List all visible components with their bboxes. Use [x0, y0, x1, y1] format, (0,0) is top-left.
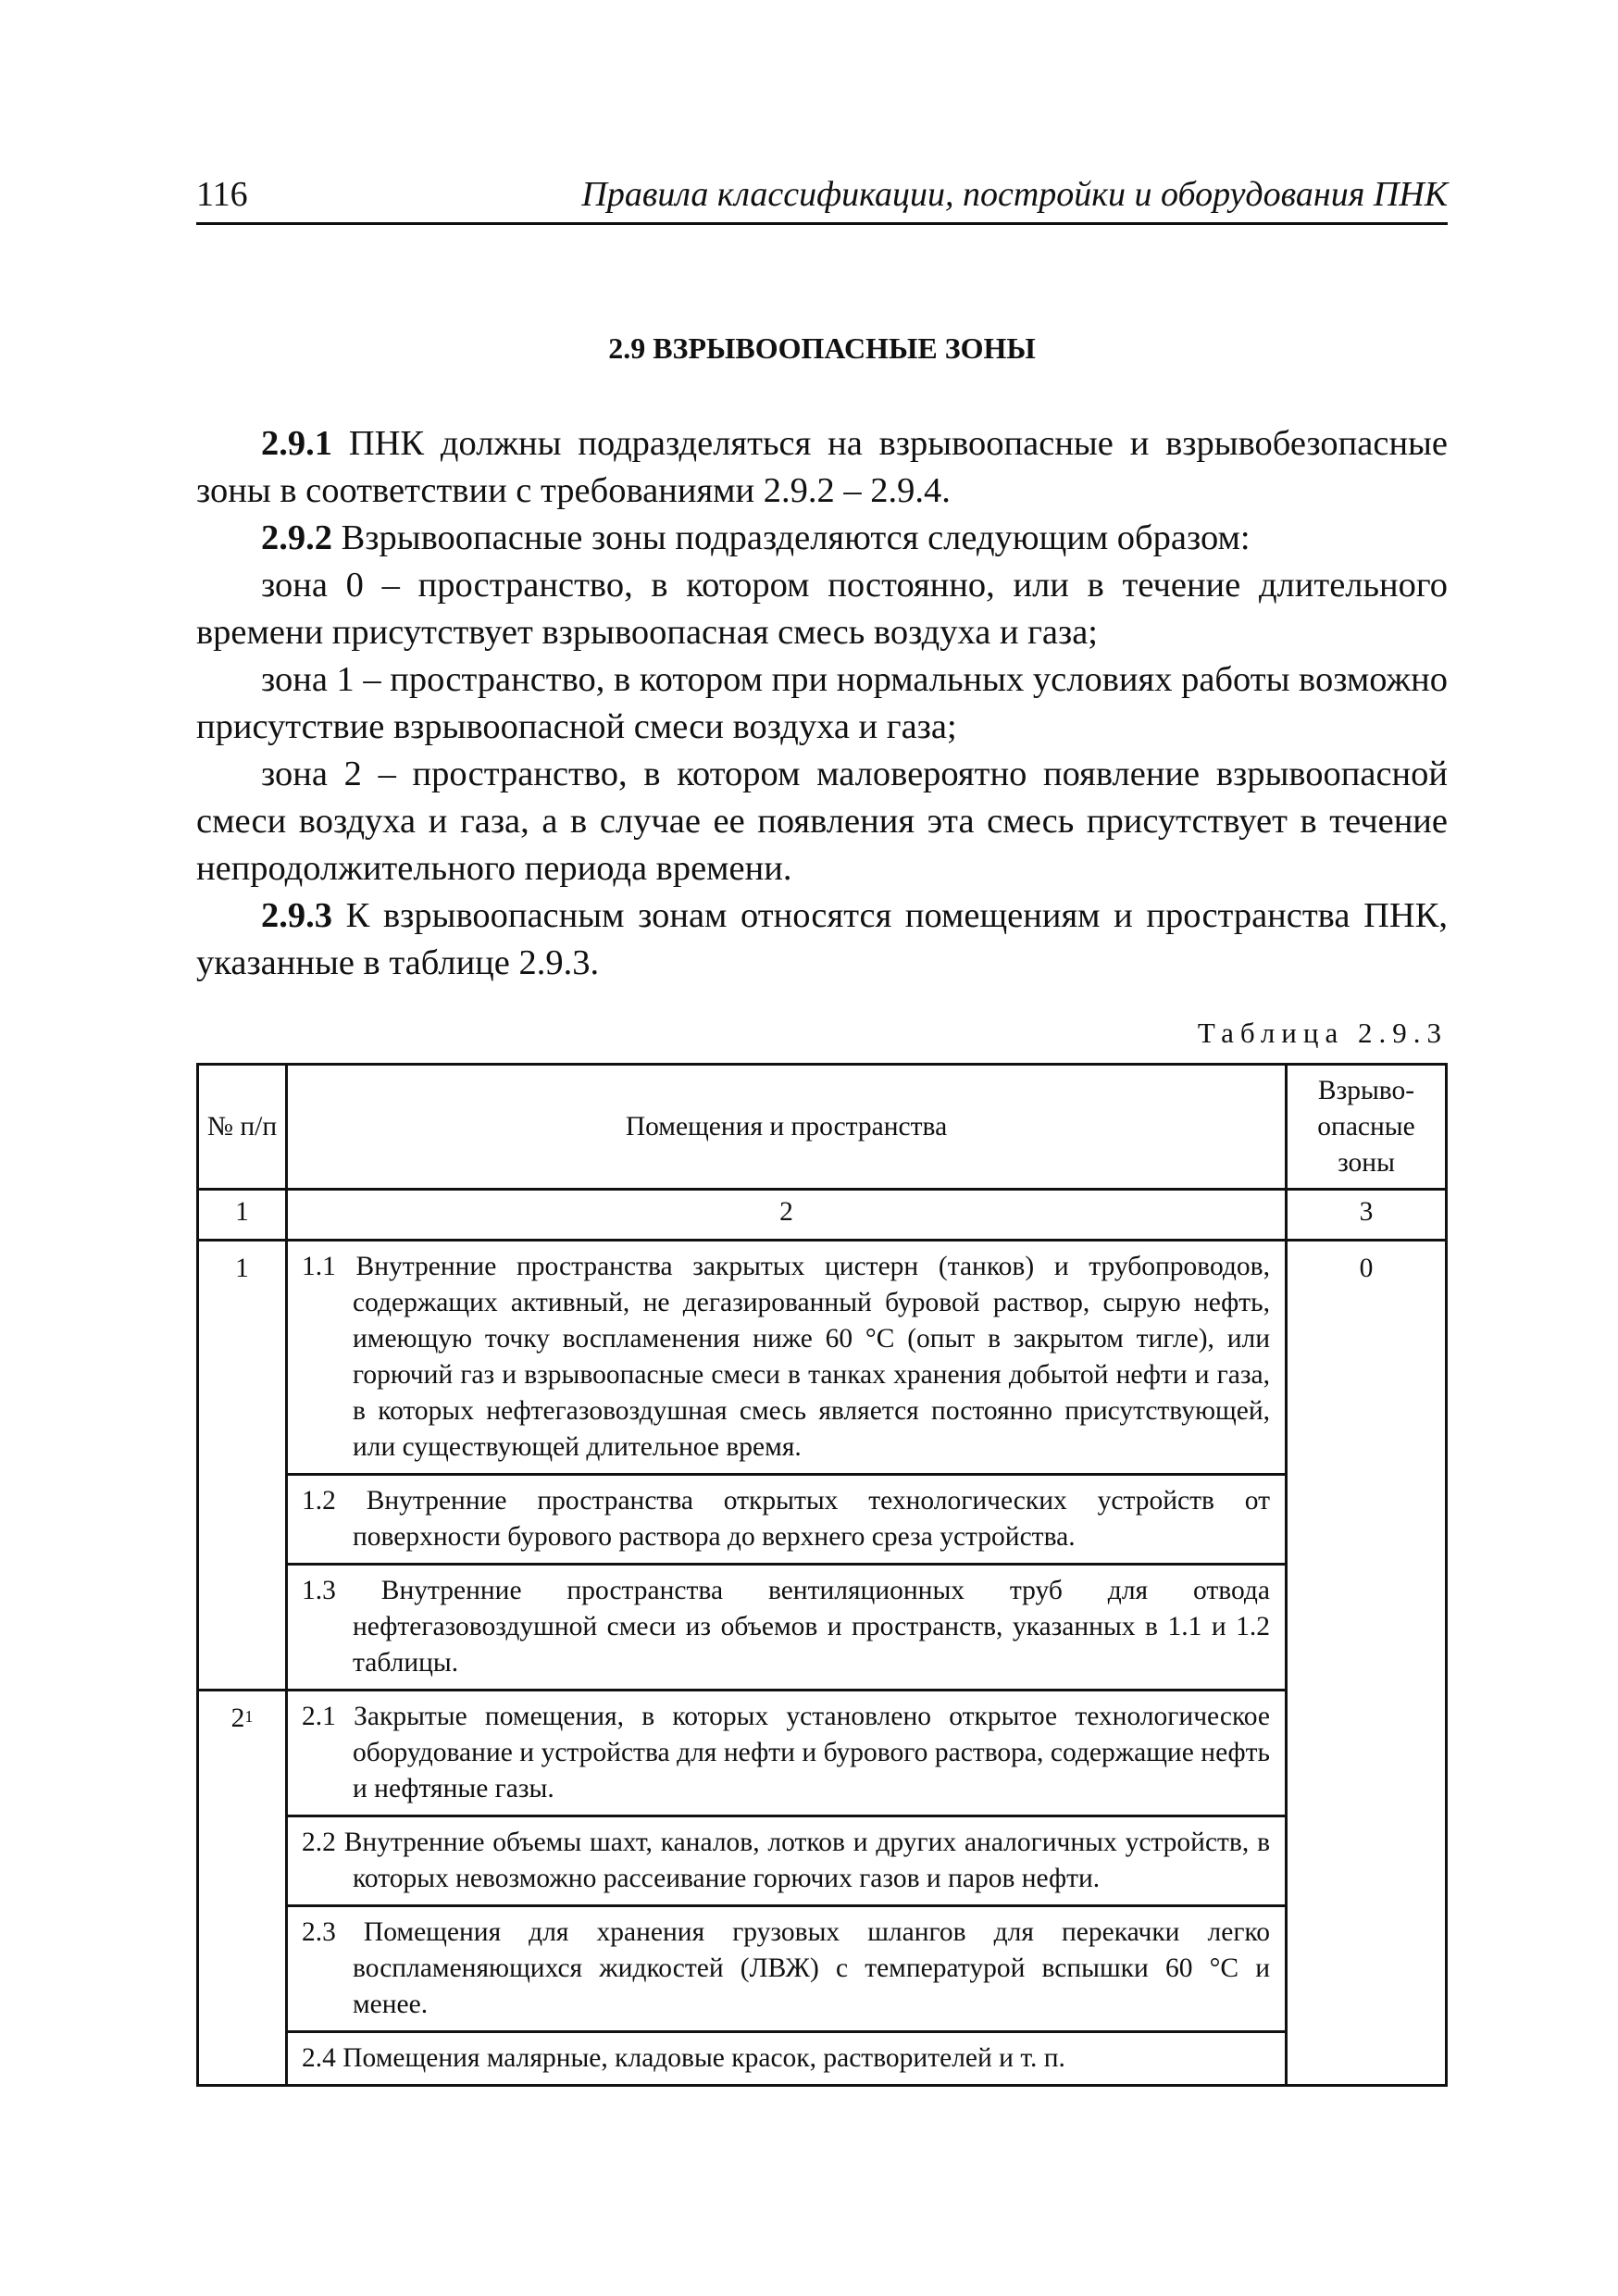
clause-text: ПНК должны подразделяться на взрывоопасные и взрывобезопасные зоны в соответствии с требованиями 2.9.2 – 2.9.4.: [196, 424, 1448, 510]
clause-number: 2.9.2: [261, 518, 332, 557]
table-row: [198, 2032, 1447, 2086]
zone-cell-empty: [1287, 1691, 1447, 1816]
row-number: 1: [198, 1241, 287, 1691]
table-item: 2.1 Закрытые помещения, в которых установлено открытое технологическое оборудование и устройства для нефти и бурового раствора, содержащие нефть и нефтяные газы.: [287, 1691, 1287, 1816]
clause-number: 2.9.1: [261, 424, 332, 463]
column-number: 2: [287, 1190, 1287, 1241]
table-row: [198, 1816, 1447, 1906]
table-row: [198, 1565, 1447, 1691]
zone-value: 0: [1287, 1241, 1447, 1475]
header-spaces: Помещения и пространства: [287, 1065, 1287, 1190]
table-row: [198, 1241, 1447, 1475]
footnote-mark: 1: [244, 1707, 254, 1726]
clause-text: Взрывоопасные зоны подразделяются следующим образом:: [332, 518, 1251, 557]
table-caption: Таблица 2.9.3: [1197, 1017, 1448, 1049]
table-item: 1.1 Внутренние пространства закрытых цистерн (танков) и трубопроводов, содержащих активный, не дегазированный буровой раствор, сырую нефть, имеющую точку воспламенения ниже 60 °С (опыт в закрытом тигле), или горючий газ и взрывоопасные смеси в танках хранения добытой нефти и газа, в которых нефтегазовоздушная смесь является постоянно присутствующей, или существующей длительное время.: [287, 1241, 1287, 1475]
header-zones-line: зоны: [1338, 1147, 1395, 1178]
zone-2-definition: зона 2 – пространство, в котором маловероятно появление взрывоопасной смеси воздуха и газа, а в случае ее появления эта смесь присутствует в течение непродолжительного периода времени.: [196, 755, 1448, 888]
table-row: [198, 1475, 1447, 1565]
table-header-row: [198, 1065, 1447, 1190]
header-zones: [1287, 1065, 1447, 1190]
clause-text: К взрывоопасным зонам относятся помещениям и пространства ПНК, указанные в таблице 2.9.3.: [196, 896, 1448, 982]
zone-cell-empty: [1287, 2032, 1447, 2086]
paragraph-2-9-3: [196, 892, 1448, 987]
paragraph-2-9-2: [196, 515, 1448, 562]
section-title: 2.9 ВЗРЫВООПАСНЫЕ ЗОНЫ: [608, 331, 1036, 365]
column-number: 1: [198, 1190, 287, 1241]
row-number: [198, 1691, 287, 2086]
table-row: [198, 1906, 1447, 2032]
zone-cell-empty: [1287, 1475, 1447, 1565]
table-item: 2.3 Помещения для хранения грузовых шлангов для перекачки легко воспламеняющихся жидкостей (ЛВЖ) с температурой вспышки 60 °С и менее.: [287, 1906, 1287, 2032]
table-item: 1.2 Внутренние пространства открытых технологических устройств от поверхности бурового раствора до верхнего среза устройства.: [287, 1475, 1287, 1565]
zones-table: [196, 1063, 1448, 2087]
page-header: [196, 174, 1448, 225]
zone-cell-empty: [1287, 1906, 1447, 2032]
header-zones-line: Взрыво-: [1317, 1075, 1415, 1105]
table-row: [198, 1691, 1447, 1816]
paragraph-2-9-1: [196, 420, 1448, 515]
zone-0-definition: зона 0 – пространство, в котором постоянно, или в течение длительного времени присутствует взрывоопасная смесь воздуха и газа;: [196, 566, 1448, 652]
table-item: 1.3 Внутренние пространства вентиляционных труб для отвода нефтегазовоздушной смеси из объемов и пространств, указанных в 1.1 и 1.2 таблицы.: [287, 1565, 1287, 1691]
column-number: 3: [1287, 1190, 1447, 1241]
zone-cell-empty: [1287, 1565, 1447, 1691]
table-item: 2.2 Внутренние объемы шахт, каналов, лотков и других аналогичных устройств, в которых невозможно рассеивание горючих газов и паров нефти.: [287, 1816, 1287, 1906]
page-number: 116: [196, 175, 248, 214]
running-title: Правила классификации, постройки и оборудования ПНК: [581, 175, 1448, 214]
body-text: [196, 420, 1448, 987]
zone-cell-empty: [1287, 1816, 1447, 1906]
zone-1-definition: зона 1 – пространство, в котором при нормальных условиях работы возможно присутствие взрывоопасной смеси воздуха и газа;: [196, 660, 1448, 746]
header-zones-line: опасные: [1317, 1111, 1415, 1142]
table-item: 2.4 Помещения малярные, кладовые красок, растворителей и т. п.: [287, 2032, 1287, 2086]
row-number-value: 2: [230, 1703, 245, 1733]
column-number-row: [198, 1190, 1447, 1241]
header-number: № п/п: [198, 1065, 287, 1190]
clause-number: 2.9.3: [261, 896, 332, 935]
